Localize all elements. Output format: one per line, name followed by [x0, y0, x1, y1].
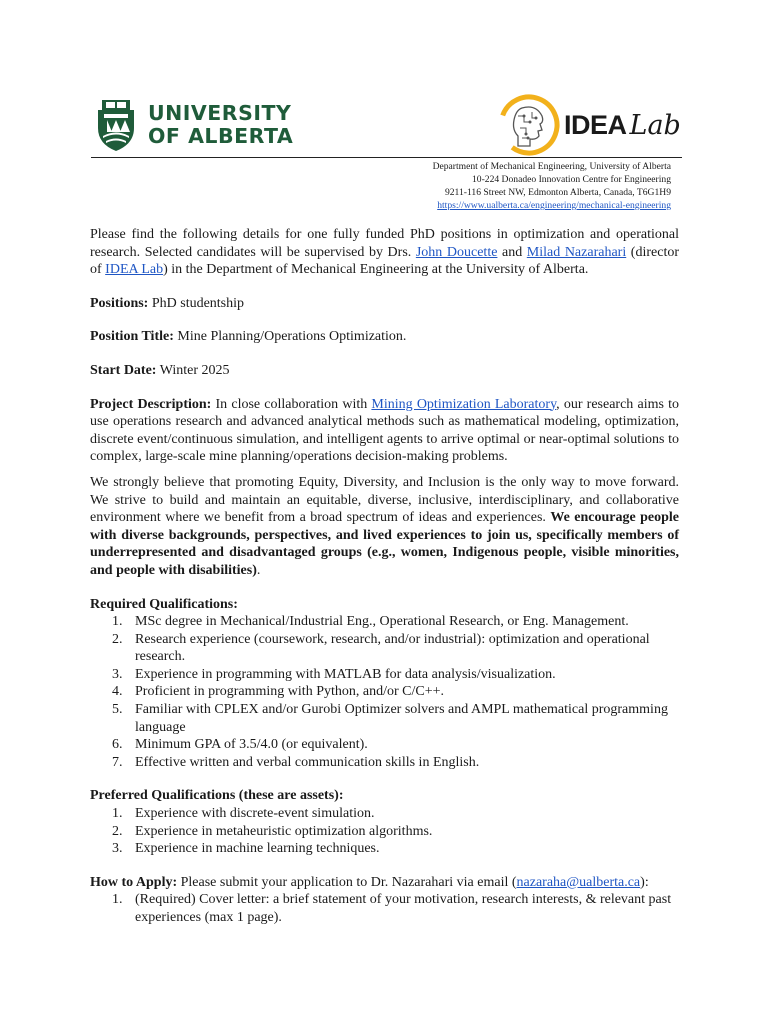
positions-label: Positions: — [90, 295, 149, 311]
position-title-value: Mine Planning/Operations Optimization. — [173, 329, 407, 345]
preferred-qualifications-list — [90, 805, 679, 858]
position-title-line — [90, 328, 679, 346]
idea-lab-logo — [498, 94, 681, 156]
preferred-qualifications-heading: Preferred Qualifications (these are assets): — [90, 788, 344, 804]
ai-head-icon — [498, 94, 560, 156]
list-item: 4. Proficient in programming with Python, and/or C/C++. — [112, 684, 444, 700]
how-to-apply-label: How to Apply: — [90, 874, 178, 890]
contact-email-link[interactable]: nazaraha@ualberta.ca — [516, 874, 641, 890]
list-item: 3. Experience in machine learning techniques. — [112, 841, 380, 857]
john-doucette-link[interactable]: John Doucette — [415, 244, 498, 260]
list-item: 2. Experience in metaheuristic optimization algorithms. — [112, 823, 433, 839]
start-date-label: Start Date: — [90, 362, 157, 378]
required-qualifications-heading: Required Qualifications: — [90, 596, 238, 612]
list-item: 1. Experience with discrete-event simulation. — [112, 806, 375, 822]
diversity-statement: We strongly believe that promoting Equity, Diversity, and Inclusion is the only way to move forward. We strive to build and maintain an equitable, diverse, inclusive, interdisciplinary, and collaborative environment where we benefit from a broad spectrum of ideas and experiences. We encourage people with diverse backgrounds, perspectives, and lived experiences to join us, specifically members of underrepresented and disadvantaged groups (e.g., women, Indigenous people, visible minorities, and people with disabilities). — [90, 474, 679, 578]
document-body — [90, 226, 679, 927]
university-of-alberta-logo — [96, 98, 293, 152]
list-item: 6. Minimum GPA of 3.5/4.0 (or equivalent). — [112, 737, 368, 753]
list-item: 3. Experience in programming with MATLAB for data analysis/visualization. — [112, 666, 556, 682]
required-qualifications-list — [90, 613, 679, 771]
project-description: Project Description: In close collaboration with Mining Optimization Laboratory, our research aims to use operations research and advanced analytical methods such as mathematical modeling, optimization, discrete event/continuous simulation, and intelligent agents to arrive optimal or near-optimal solutions to complex, large-scale mine planning/operations decision-making problems. — [90, 396, 679, 465]
start-date-value: Winter 2025 — [156, 362, 230, 378]
idea-lab-name-bold: IDEA — [564, 109, 627, 140]
positions-line — [90, 295, 679, 313]
mining-optimization-lab-link[interactable]: Mining Optimization Laboratory — [371, 396, 557, 412]
list-item: 5. Familiar with CPLEX and/or Gurobi Optimizer solvers and AMPL mathematical programming language — [112, 702, 668, 735]
university-crest-icon — [96, 98, 136, 152]
idea-lab-name-italic: Lab — [629, 109, 681, 141]
position-title-label: Position Title: — [90, 329, 174, 345]
university-name-line2: OF ALBERTA — [148, 124, 294, 148]
address-line-3: 9211-116 Street NW, Edmonton Alberta, Canada, T6G1H9 — [444, 187, 671, 198]
department-website-link[interactable]: https://www.ualberta.ca/engineering/mechanical-engineering — [437, 200, 671, 211]
list-item: 2. Research experience (coursework, research, and/or industrial): optimization and operational research. — [112, 631, 650, 665]
application-items-list — [90, 891, 679, 926]
positions-value: PhD studentship — [148, 295, 245, 311]
list-item: 7. Effective written and verbal communication skills in English. — [112, 754, 480, 770]
university-name-line1: UNIVERSITY — [148, 101, 292, 125]
intro-paragraph: Please find the following details for one fully funded PhD positions in optimization and operational research. Selected candidates will be supervised by Drs. John Doucette and Milad Nazarahari (director of IDEA Lab) in the Department of Mechanical Engineering at the University of Alberta. — [90, 227, 679, 278]
how-to-apply: How to Apply: Please submit your application to Dr. Nazarahari via email (nazaraha@ualberta.ca): — [90, 874, 649, 890]
start-date-line — [90, 362, 679, 380]
idea-lab-link[interactable]: IDEA Lab — [105, 262, 164, 278]
list-item: 1. MSc degree in Mechanical/Industrial Eng., Operational Research, or Eng. Management. — [112, 614, 629, 630]
milad-nazarahari-link[interactable]: Milad Nazarahari — [526, 244, 627, 260]
project-description-label: Project Description: — [90, 396, 212, 412]
department-address — [433, 160, 671, 212]
list-item: 1. (Required) Cover letter: a brief statement of your motivation, research interests, & relevant past experiences (max 1 page). — [112, 892, 672, 925]
address-line-2: 10-224 Donadeo Innovation Centre for Engineering — [471, 174, 671, 185]
address-line-1: Department of Mechanical Engineering, University of Alberta — [432, 161, 671, 172]
header-divider — [91, 157, 682, 158]
